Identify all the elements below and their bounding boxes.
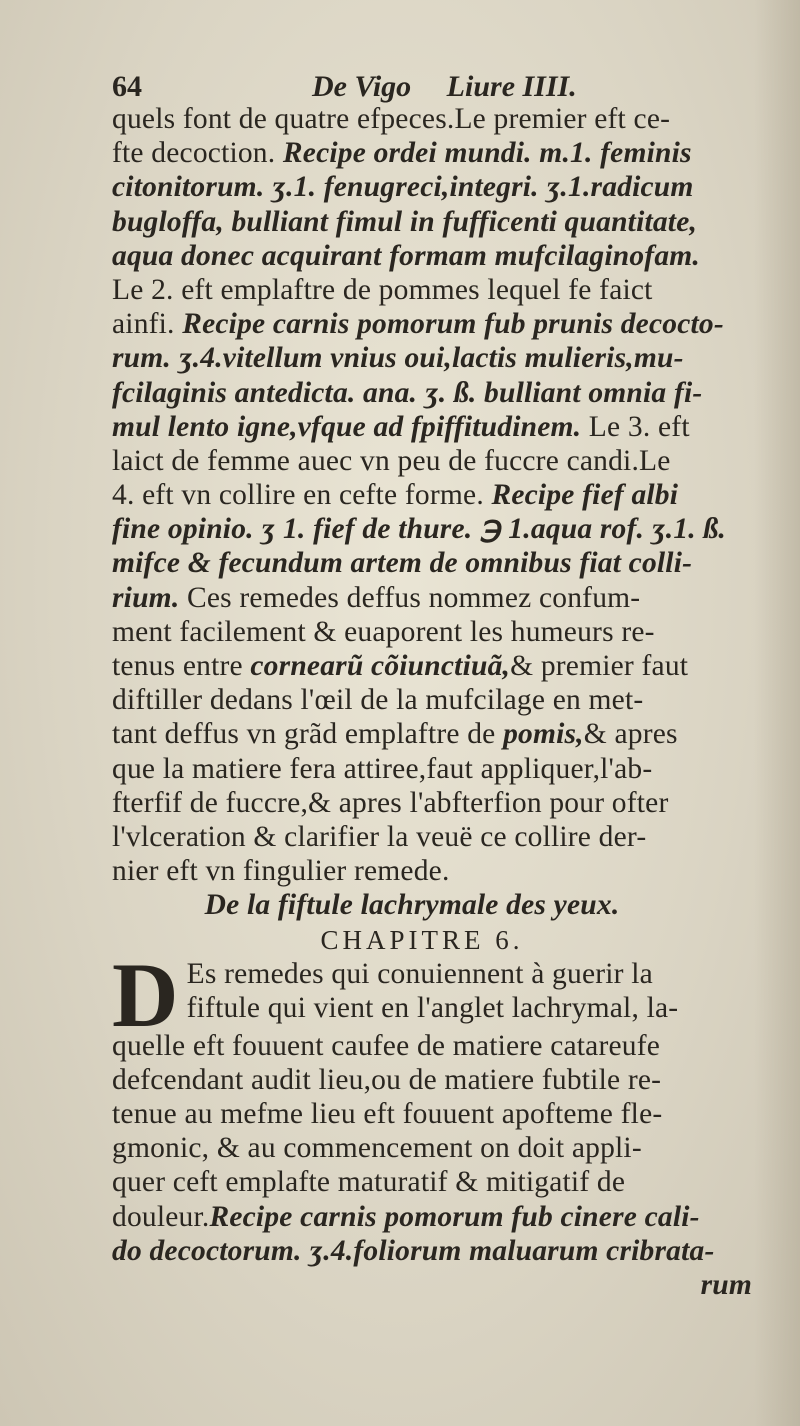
text-run: quels font de quatre efpeces.Le premier eft ce- [112, 103, 671, 135]
text-line [112, 102, 772, 136]
text-run: tenue au mefme lieu eft fouuent apofteme fle- [112, 1098, 663, 1131]
text-line [112, 239, 772, 273]
latin-italic-run: rum. ʒ.4.vitellum vnius oui,lactis mulieris,mu- [112, 342, 684, 375]
text-line [112, 478, 772, 512]
text-run: 4. eft vn collire en cefte forme. [112, 479, 492, 512]
text-run: defcendant audit lieu,ou de matiere fubtile re- [112, 1063, 662, 1096]
latin-italic-run: rium. [112, 581, 180, 614]
text-line [112, 205, 772, 239]
text-line [112, 581, 772, 615]
latin-italic-run: mul lento igne,vfque ad fpiffitudinem. [112, 410, 582, 443]
chapter-title: De la fiftule lachrymale des yeux. [204, 889, 620, 922]
latin-italic-run: cornearũ cõiunctiuã, [250, 650, 511, 682]
latin-italic-run: pomis, [503, 718, 584, 751]
text-line [112, 1165, 772, 1199]
running-book: Liure IIII. [446, 70, 577, 103]
latin-italic-run: citonitorum. ʒ.1. fenugreci,integri. ʒ.1.radicum [112, 171, 694, 204]
text-line [112, 170, 772, 204]
text-run: Es remedes qui conuiennent à guerir la [186, 957, 653, 990]
latin-italic-run: mifce & fecundum artem de omnibus fiat colli- [112, 547, 693, 580]
text-line [112, 1097, 772, 1131]
text-line [112, 683, 772, 717]
text-run: quer ceft emplafte maturatif & mitigatif de [112, 1166, 626, 1199]
drop-cap-lines [112, 957, 772, 1025]
text-run: Le 3. eft [581, 410, 690, 443]
text-run: Le 2. eft emplaftre de pommes lequel fe faict [112, 273, 653, 306]
text-run: l'vlceration & clarifier la veuë ce collire der- [112, 820, 647, 853]
latin-italic-run: fcilaginis antedicta. ana. ʒ. ß. bulliant omnia fi- [112, 376, 703, 409]
text-run: Ces remedes deffus nommez confum- [179, 581, 641, 614]
text-line [112, 786, 772, 820]
text-run: tenus entre [112, 650, 251, 682]
text-run: diftiller dedans l'œil de la mufcilage en met- [112, 684, 644, 717]
text-line [112, 307, 772, 341]
running-title [312, 70, 605, 104]
text-line [112, 991, 772, 1025]
text-run: fiftule qui vient en l'anglet lachrymal, la- [186, 991, 679, 1024]
latin-italic-run: Recipe ordei mundi. m.1. feminis [282, 137, 692, 170]
text-line [112, 717, 772, 751]
running-author: De Vigo [312, 70, 412, 103]
text-run: ment facilement & euaporent les humeurs re- [112, 615, 655, 648]
latin-italic-run: Recipe carnis pomorum fub cinere cali- [209, 1200, 700, 1233]
text-line [112, 376, 772, 410]
text-run: fterfif de fuccre,& apres l'abfterfion pour ofter [112, 786, 669, 819]
text-line [112, 546, 772, 580]
text-line [112, 444, 772, 478]
text-run: ainfi. [112, 308, 183, 341]
text-line [112, 410, 772, 444]
text-line [112, 820, 772, 854]
text-line [112, 1063, 772, 1097]
text-line [112, 752, 772, 786]
text-run: que la matiere fera attiree,faut appliquer,l'ab- [112, 752, 653, 785]
latin-italic-run: bugloffa, bulliant fimul in fufficenti quantitate, [112, 205, 698, 238]
text-run: & premier faut [510, 650, 689, 682]
text-line [112, 957, 772, 991]
text-line [112, 273, 772, 307]
text-line [112, 341, 772, 375]
latin-italic-run: aqua donec acquirant formam mufcilaginofam. [112, 239, 700, 272]
text-run: & apres [583, 718, 678, 751]
latin-italic-run: do decoctorum. ʒ.4.foliorum maluarum cribrata- [112, 1234, 715, 1267]
catchword: rum [700, 1269, 752, 1301]
text-run: laict de femme auec vn peu de fuccre candi.Le [112, 444, 671, 477]
chapter-opening [112, 957, 772, 1029]
body-text [112, 102, 772, 1302]
drop-cap-initial: D [112, 956, 179, 1029]
text-run: fte decoction. [112, 137, 283, 170]
paragraph-remedies [112, 102, 772, 888]
text-line [112, 649, 772, 683]
latin-italic-run: Recipe carnis pomorum fub prunis decocto- [182, 308, 724, 341]
text-line [112, 1200, 772, 1234]
latin-italic-run: Recipe fief albi [491, 479, 679, 512]
text-run: nier eft vn fingulier remede. [112, 855, 450, 888]
text-line [112, 854, 772, 888]
running-header [112, 70, 672, 106]
text-run: gmonic, & au commencement on doit appli- [112, 1132, 642, 1165]
text-run: tant deffus vn grãd emplaftre de [112, 718, 504, 751]
text-line [112, 1234, 772, 1268]
text-line [112, 615, 772, 649]
text-run: douleur. [112, 1200, 210, 1233]
text-line [112, 136, 772, 170]
text-run: quelle eft fouuent caufee de matiere catareufe [112, 1029, 661, 1062]
text-line [112, 512, 772, 546]
paragraph-fistula [112, 1029, 772, 1268]
chapter-label: CHAPITRE 6. [320, 924, 524, 955]
page-number: 64 [112, 70, 142, 103]
text-line [112, 1131, 772, 1165]
text-line [112, 1029, 772, 1063]
latin-italic-run: fine opinio. ʒ 1. fief de thure. ℈ 1.aqua rof. ʒ.1. ß. [112, 513, 726, 546]
